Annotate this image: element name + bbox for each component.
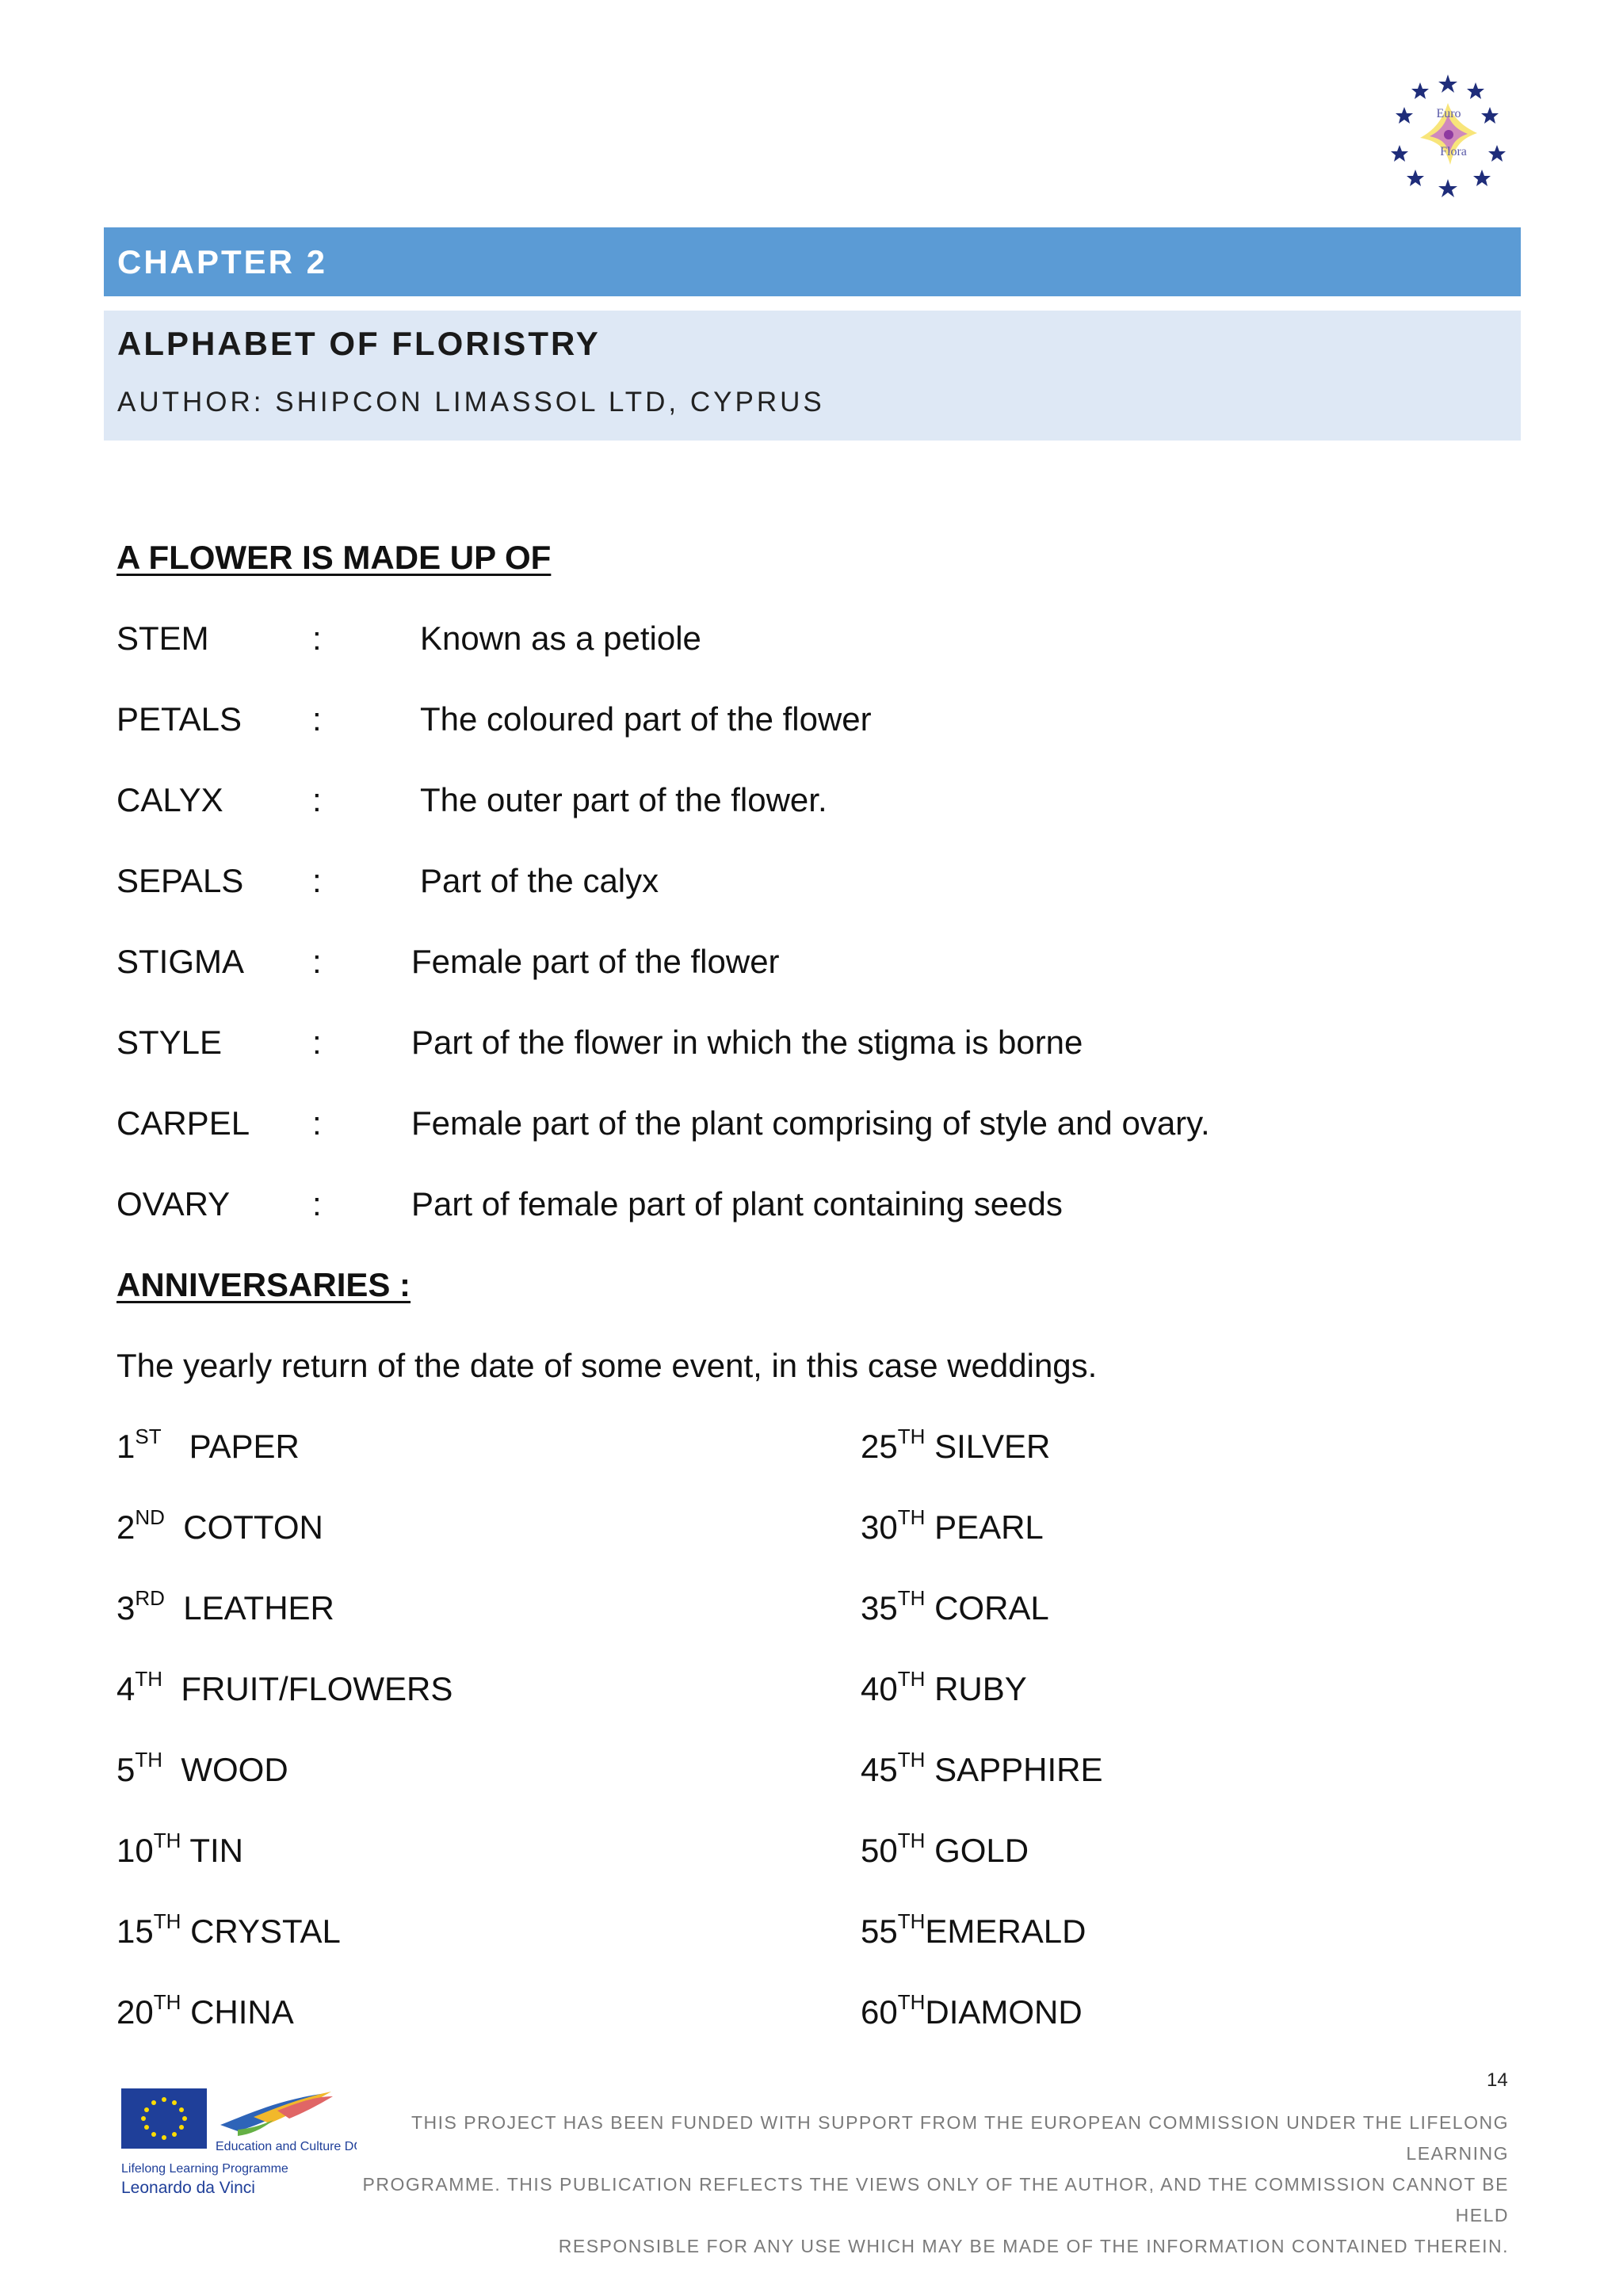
ordinal-suffix: RD (135, 1586, 165, 1610)
anniversary-item (116, 1667, 453, 1708)
anniversaries-intro: The yearly return of the date of some event, in this case weddings. (116, 1347, 1098, 1384)
part-term: STEM (116, 620, 209, 657)
anniversary-number: 4 (116, 1670, 136, 1707)
anniversary-name: FRUIT/FLOWERS (181, 1670, 453, 1707)
euroflora-logo (1388, 71, 1507, 198)
part-definition: Part of the flower in which the stigma is borne (411, 1024, 1083, 1061)
logo-text-euro: Euro (1436, 107, 1461, 120)
ordinal-suffix: TH (897, 1425, 926, 1448)
anniversary-number: 30 (861, 1508, 898, 1546)
anniversary-number: 25 (861, 1428, 898, 1465)
anniversary-number: 45 (861, 1751, 898, 1788)
anniversary-item (861, 1505, 1044, 1547)
anniversary-number: 60 (861, 1993, 898, 2031)
anniversary-name: CRYSTAL (190, 1913, 341, 1950)
anniversary-item (861, 1829, 1029, 1870)
logo-dg-text: Education and Culture DG (216, 2140, 357, 2153)
ordinal-suffix: ST (135, 1425, 162, 1448)
anniversary-item (116, 1990, 294, 2031)
part-colon: : (312, 700, 322, 738)
chapter-label: CHAPTER 2 (117, 242, 328, 280)
part-colon: : (312, 1024, 322, 1061)
anniversary-name: RUBY (934, 1670, 1027, 1707)
part-term: STIGMA (116, 943, 245, 980)
anniversary-name: CORAL (934, 1589, 1049, 1627)
anniversary-name: TIN (189, 1832, 243, 1869)
part-term: SEPALS (116, 862, 244, 899)
anniversary-name: DIAMOND (925, 1993, 1083, 2031)
ordinal-suffix: ND (135, 1505, 165, 1529)
ordinal-suffix: TH (897, 1990, 926, 2014)
part-term: PETALS (116, 700, 242, 738)
ordinal-suffix: TH (135, 1748, 163, 1772)
part-definition: Known as a petiole (420, 620, 701, 657)
part-colon: : (312, 781, 322, 818)
ordinal-suffix: TH (153, 1829, 181, 1852)
part-colon: : (312, 943, 322, 980)
anniversary-number: 10 (116, 1832, 154, 1869)
anniversary-number: 1 (116, 1428, 136, 1465)
part-definition: Part of female part of plant containing seeds (411, 1185, 1063, 1222)
logo-leonardo-text: Leonardo da Vinci (121, 2179, 255, 2197)
anniversary-name: COTTON (183, 1508, 323, 1546)
anniversary-number: 55 (861, 1913, 898, 1950)
ordinal-suffix: TH (135, 1667, 163, 1691)
part-colon: : (312, 1104, 322, 1142)
anniversary-name: SILVER (934, 1428, 1051, 1465)
logo-programme-text: Lifelong Learning Programme (121, 2162, 288, 2176)
anniversary-item (861, 1748, 1103, 1789)
ordinal-suffix: TH (897, 1667, 926, 1691)
anniversary-name: EMERALD (925, 1913, 1086, 1950)
part-definition: Female part of the plant comprising of style and ovary. (411, 1104, 1210, 1142)
anniversary-name: LEATHER (183, 1589, 334, 1627)
anniversary-item (116, 1748, 288, 1789)
part-term: CARPEL (116, 1104, 250, 1142)
ordinal-suffix: TH (897, 1586, 926, 1610)
anniversary-number: 40 (861, 1670, 898, 1707)
anniversary-name: WOOD (181, 1751, 288, 1788)
ordinal-suffix: TH (897, 1829, 926, 1852)
flower-heading: A FLOWER IS MADE UP OF (116, 539, 552, 576)
anniversary-item (116, 1505, 323, 1547)
anniversary-number: 3 (116, 1589, 136, 1627)
anniversaries-heading: ANNIVERSARIES : (116, 1266, 411, 1303)
part-colon: : (312, 1185, 322, 1222)
part-definition: The outer part of the flower. (420, 781, 827, 818)
eu-logo-graphic (119, 2084, 357, 2203)
anniversary-number: 15 (116, 1913, 154, 1950)
part-definition: The coloured part of the flower (420, 700, 872, 738)
page-number: 14 (1487, 2069, 1508, 2091)
document-title: ALPHABET OF FLORISTRY (117, 325, 601, 362)
anniversary-item (116, 1586, 334, 1627)
euroflora-logo-graphic (1388, 71, 1507, 198)
anniversary-name: GOLD (934, 1832, 1029, 1869)
part-colon: : (312, 862, 322, 899)
anniversary-name: PAPER (189, 1428, 300, 1465)
part-term: CALYX (116, 781, 223, 818)
anniversary-item (116, 1909, 341, 1951)
disclaimer-line: RESPONSIBLE FOR ANY USE WHICH MAY BE MADE OF THE INFORMATION CONTAINED THEREIN. (558, 2236, 1509, 2256)
part-term: OVARY (116, 1185, 231, 1222)
chapter-banner (104, 227, 1521, 296)
eu-programme-logo (119, 2084, 357, 2203)
anniversary-item (116, 1425, 300, 1466)
funding-disclaimer (349, 2107, 1509, 2262)
ordinal-suffix: TH (897, 1909, 926, 1933)
anniversary-item (861, 1990, 1083, 2031)
author-line: AUTHOR: SHIPCON LIMASSOL LTD, CYPRUS (117, 387, 825, 418)
anniversary-item (861, 1586, 1049, 1627)
anniversary-name: PEARL (934, 1508, 1044, 1546)
ordinal-suffix: TH (897, 1505, 926, 1529)
logo-text-flora: Flora (1440, 145, 1467, 158)
part-definition: Part of the calyx (420, 862, 659, 899)
anniversary-name: CHINA (190, 1993, 294, 2031)
anniversary-item (861, 1909, 1086, 1951)
title-block (104, 311, 1521, 441)
part-colon: : (312, 620, 322, 657)
anniversary-item (116, 1829, 243, 1870)
anniversary-number: 50 (861, 1832, 898, 1869)
part-definition: Female part of the flower (411, 943, 780, 980)
anniversary-name: SAPPHIRE (934, 1751, 1103, 1788)
anniversary-number: 20 (116, 1993, 154, 2031)
anniversary-number: 5 (116, 1751, 136, 1788)
anniversary-number: 35 (861, 1589, 898, 1627)
anniversary-item (861, 1425, 1051, 1466)
part-term: STYLE (116, 1024, 223, 1061)
anniversary-number: 2 (116, 1508, 136, 1546)
ordinal-suffix: TH (897, 1748, 926, 1772)
ordinal-suffix: TH (153, 1990, 181, 2014)
anniversary-item (861, 1667, 1027, 1708)
ordinal-suffix: TH (153, 1909, 181, 1933)
disclaimer-line: PROGRAMME. THIS PUBLICATION REFLECTS THE VIEWS ONLY OF THE AUTHOR, AND THE COMMISSION CANNOT BE HELD (362, 2174, 1509, 2225)
disclaimer-line: THIS PROJECT HAS BEEN FUNDED WITH SUPPORT FROM THE EUROPEAN COMMISSION UNDER THE LIFELONG LEARNING (411, 2112, 1509, 2164)
